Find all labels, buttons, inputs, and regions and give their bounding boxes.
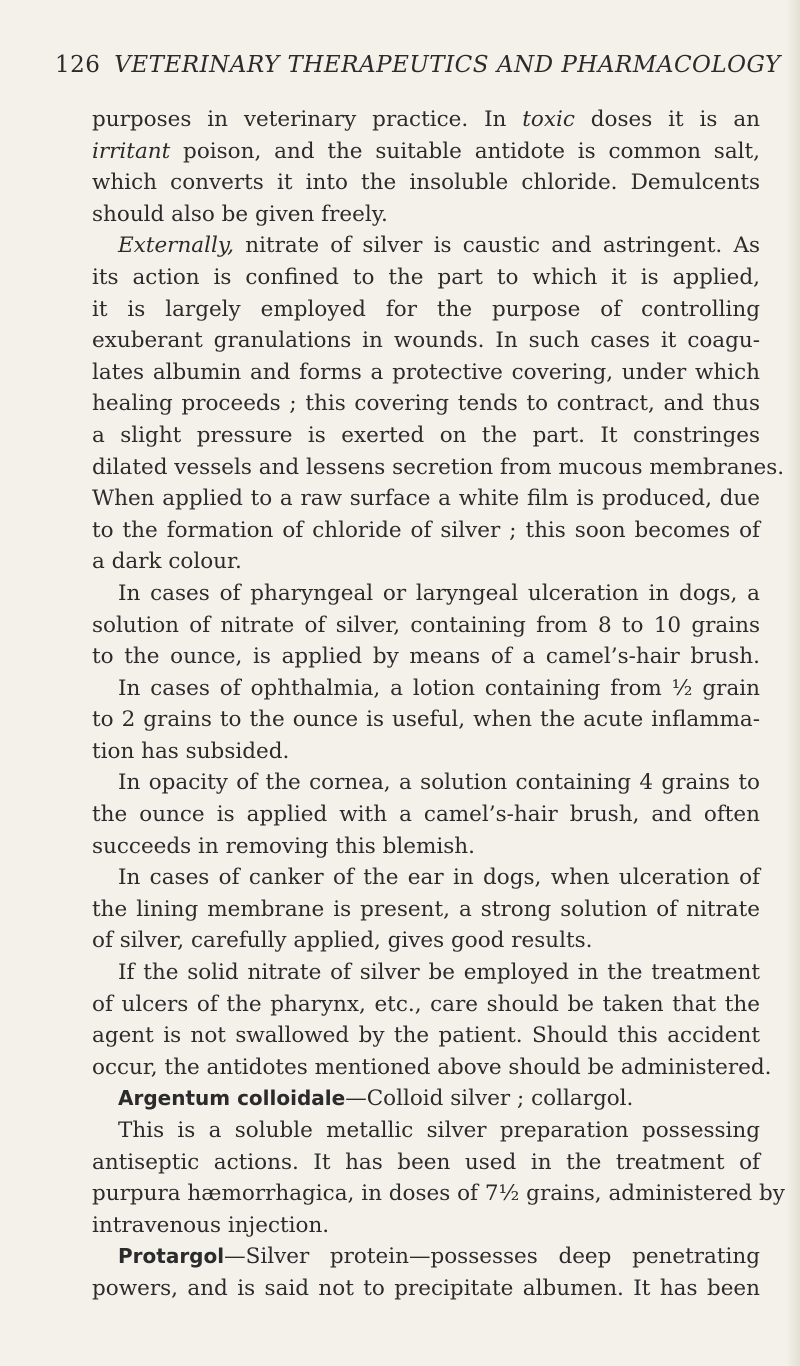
italic-term: toxic xyxy=(522,107,575,132)
text-line xyxy=(92,388,760,420)
text-segment: lates albumin and forms a protective covering, under which xyxy=(92,359,760,385)
text-segment: When applied to a raw surface a white film is produced, due xyxy=(92,486,760,512)
text-line xyxy=(92,894,760,926)
text-segment: of ulcers of the pharynx, etc., care should be taken that the xyxy=(92,991,760,1017)
text-line xyxy=(92,1115,760,1147)
text-line xyxy=(92,104,760,136)
running-head xyxy=(55,52,781,78)
text-segment: powers, and is said not to precipitate albumen. It has been xyxy=(92,1275,760,1301)
text-line xyxy=(92,1147,760,1179)
text-segment: succeeds in removing this blemish. xyxy=(92,833,475,859)
text-line xyxy=(92,1273,760,1305)
text-line xyxy=(92,1083,760,1115)
text-line xyxy=(92,357,760,389)
text-line xyxy=(92,420,760,452)
text-line xyxy=(92,957,760,989)
text-line xyxy=(92,989,760,1021)
text-line xyxy=(92,610,760,642)
text-line xyxy=(92,199,760,231)
text-segment: This is a soluble metallic silver preparation possessing xyxy=(118,1118,760,1143)
text-line xyxy=(92,736,760,768)
text-line xyxy=(92,167,760,199)
book-title-header: VETERINARY THERAPEUTICS AND PHARMACOLOGY xyxy=(114,52,781,78)
italic-term: Externally, xyxy=(118,233,235,259)
text-line xyxy=(92,704,760,736)
text-segment: —Colloid silver ; collargol. xyxy=(345,1086,634,1112)
text-segment: In cases of ophthalmia, a lotion containing from ½ grain xyxy=(118,675,760,701)
text-segment: purposes in veterinary practice. In xyxy=(92,107,523,132)
text-segment: a slight pressure is exerted on the part. It constringes xyxy=(92,422,760,448)
text-segment: dilated vessels and lessens secretion from mucous membranes. xyxy=(92,454,785,480)
drug-heading: Argentum colloidale xyxy=(118,1086,346,1111)
text-line xyxy=(92,1052,772,1084)
text-segment: of silver, carefully applied, gives good results. xyxy=(92,928,593,954)
text-line xyxy=(92,1178,785,1210)
text-segment: to the ounce, is applied by means of a camel’s-hair brush. xyxy=(92,644,760,670)
text-segment: In cases of pharyngeal or laryngeal ulceration in dogs, a xyxy=(118,580,760,606)
page-number: 126 xyxy=(55,52,101,78)
text-line xyxy=(92,325,760,357)
text-segment: agent is not swallowed by the patient. Should this accident xyxy=(92,1023,760,1049)
text-line xyxy=(92,1241,760,1273)
text-segment: tion has subsided. xyxy=(92,738,290,764)
text-line xyxy=(92,262,760,294)
text-segment: doses it is an xyxy=(574,107,760,132)
text-line xyxy=(92,862,760,894)
text-segment: occur, the antidotes mentioned above should be administered. xyxy=(92,1054,772,1080)
text-line xyxy=(92,767,760,799)
text-line xyxy=(92,230,760,262)
text-line xyxy=(92,483,760,515)
text-segment: nitrate of silver is caustic and astringent. As xyxy=(234,233,760,259)
text-segment: solution of nitrate of silver, containing from 8 to 10 grains xyxy=(92,612,760,638)
text-segment: antiseptic actions. It has been used in the treatment of xyxy=(92,1149,760,1175)
text-line xyxy=(92,515,760,547)
text-segment: the ounce is applied with a camel’s-hair brush, and often xyxy=(92,802,760,828)
text-segment: In opacity of the cornea, a solution containing 4 grains to xyxy=(118,770,760,796)
text-segment: If the solid nitrate of silver be employed in the treatment xyxy=(118,960,760,986)
text-segment: poison, and the suitable antidote is common salt, xyxy=(170,138,760,164)
text-line xyxy=(92,673,760,705)
text-line xyxy=(92,452,785,484)
text-segment: a dark colour. xyxy=(92,549,242,575)
text-line xyxy=(92,294,760,326)
text-segment: healing proceeds ; this covering tends to contract, and thus xyxy=(92,391,760,417)
page-edge-shadow xyxy=(786,0,800,1366)
text-line xyxy=(92,641,760,673)
text-segment: intravenous injection. xyxy=(92,1212,330,1238)
text-segment: —Silver protein—possesses deep penetrating xyxy=(224,1244,760,1270)
text-line xyxy=(92,546,760,578)
text-segment: the lining membrane is present, a strong solution of nitrate xyxy=(92,896,760,922)
text-line xyxy=(92,136,760,168)
text-segment: to 2 grains to the ounce is useful, when the acute inflamma- xyxy=(92,707,760,733)
text-line xyxy=(92,578,760,610)
italic-term: irritant xyxy=(92,138,171,164)
text-segment: which converts it into the insoluble chloride. Demulcents xyxy=(92,170,760,196)
text-line xyxy=(92,1020,760,1052)
text-segment: its action is confined to the part to which it is applied, xyxy=(92,264,760,290)
text-segment: In cases of canker of the ear in dogs, when ulceration of xyxy=(118,865,760,891)
text-segment: to the formation of chloride of silver ; this soon becomes of xyxy=(92,517,760,543)
text-segment: it is largely employed for the purpose of controlling xyxy=(92,296,760,322)
text-line xyxy=(92,799,760,831)
drug-heading: Protargol xyxy=(118,1244,225,1269)
text-line xyxy=(92,925,760,957)
text-segment: purpura hæmorrhagica, in doses of 7½ grains, administered by xyxy=(92,1181,785,1207)
text-line xyxy=(92,1210,760,1242)
body-text xyxy=(92,104,785,1305)
text-segment: should also be given freely. xyxy=(92,201,388,227)
text-segment: exuberant granulations in wounds. In such cases it coagu- xyxy=(92,328,760,354)
text-line xyxy=(92,831,760,863)
